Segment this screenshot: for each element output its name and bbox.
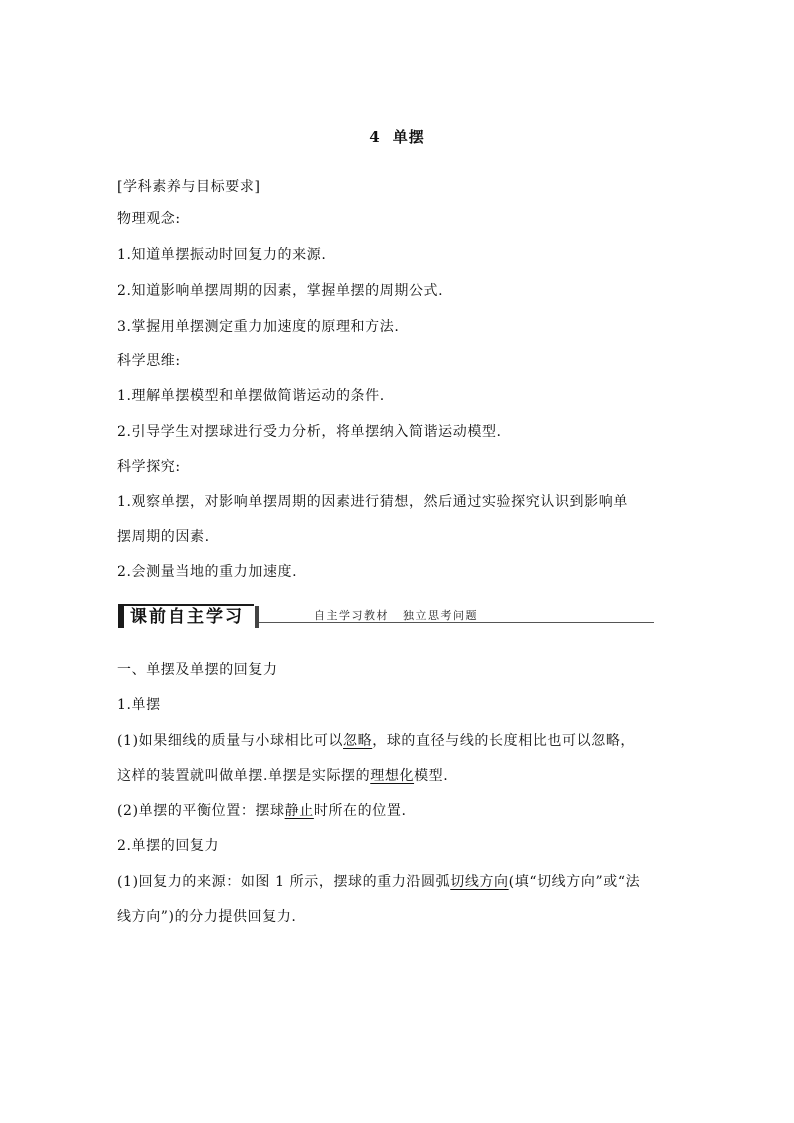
paragraph-1-line-2 (117, 766, 448, 786)
scientific-inquiry-item-1-line-2: 摆周期的因素. (117, 529, 210, 545)
page-title (0, 126, 794, 147)
p3-text-a: (1)回复力的来源：如图 1 所示，摆球的重力沿圆弧 (117, 874, 451, 890)
subheading-restoring-force: 2.单摆的回复力 (117, 838, 220, 854)
p2-text-b: 时所在的位置. (313, 803, 407, 819)
p1-text-b: ，球的直径与线的长度相比也可以忽略， (372, 733, 636, 749)
scientific-thinking-label: 科学思维: (117, 353, 181, 369)
title-number: 4 (369, 128, 381, 146)
physics-concept-label: 物理观念: (117, 211, 181, 227)
p3-answer-blank: 切线方向 (450, 874, 509, 890)
p3-text-b: (填“切线方向”或“法 (508, 874, 641, 890)
banner-shadow (255, 606, 259, 628)
banner-subtitle (314, 607, 478, 623)
paragraph-3-line-1 (117, 872, 640, 892)
p1-text-d: 模型. (414, 768, 449, 784)
physics-concept-item-1: 1.知道单摆振动时回复力的来源. (117, 247, 327, 263)
section-1-heading: 一、单摆及单摆的回复力 (117, 662, 278, 678)
scientific-inquiry-label: 科学探究: (117, 459, 181, 475)
p1-text-c: 这样的装置就叫做单摆.单摆是实际摆的 (117, 768, 371, 784)
p1-text-a: (1)如果细线的质量与小球相比可以 (117, 733, 344, 749)
p1-answer-blank: 忽略 (343, 733, 373, 749)
physics-concept-item-3: 3.掌握用单摆测定重力加速度的原理和方法. (117, 319, 400, 335)
scientific-inquiry-item-1-line-1: 1.观察单摆，对影响单摆周期的因素进行猜想，然后通过实验探究认识到影响单 (117, 494, 628, 510)
paragraph-1-line-1 (117, 731, 635, 751)
title-text: 单摆 (392, 128, 425, 146)
banner-label: 课前自主学习 (118, 604, 254, 628)
physics-concept-item-2: 2.知道影响单摆周期的因素，掌握单摆的周期公式. (117, 283, 444, 299)
banner-sub-2: 独立思考问题 (403, 609, 478, 622)
p1-answer-blank-2: 理想化 (370, 768, 415, 784)
subheading-pendulum: 1.单摆 (117, 697, 161, 713)
p2-answer-blank: 静止 (284, 803, 314, 819)
section-banner (118, 604, 654, 630)
scientific-inquiry-item-2: 2.会测量当地的重力加速度. (117, 564, 298, 580)
banner-sub-1: 自主学习教材 (314, 609, 389, 622)
paragraph-3-line-2: 线方向”)的分力提供回复力. (117, 909, 297, 925)
scientific-thinking-item-2: 2.引导学生对摆球进行受力分析，将单摆纳入简谐运动模型. (117, 424, 502, 440)
p2-text-a: (2)单摆的平衡位置：摆球 (117, 803, 285, 819)
scientific-thinking-item-1: 1.理解单摆模型和单摆做简谐运动的条件. (117, 388, 385, 404)
objectives-heading: [学科素养与目标要求] (117, 179, 261, 195)
paragraph-2 (117, 801, 407, 821)
